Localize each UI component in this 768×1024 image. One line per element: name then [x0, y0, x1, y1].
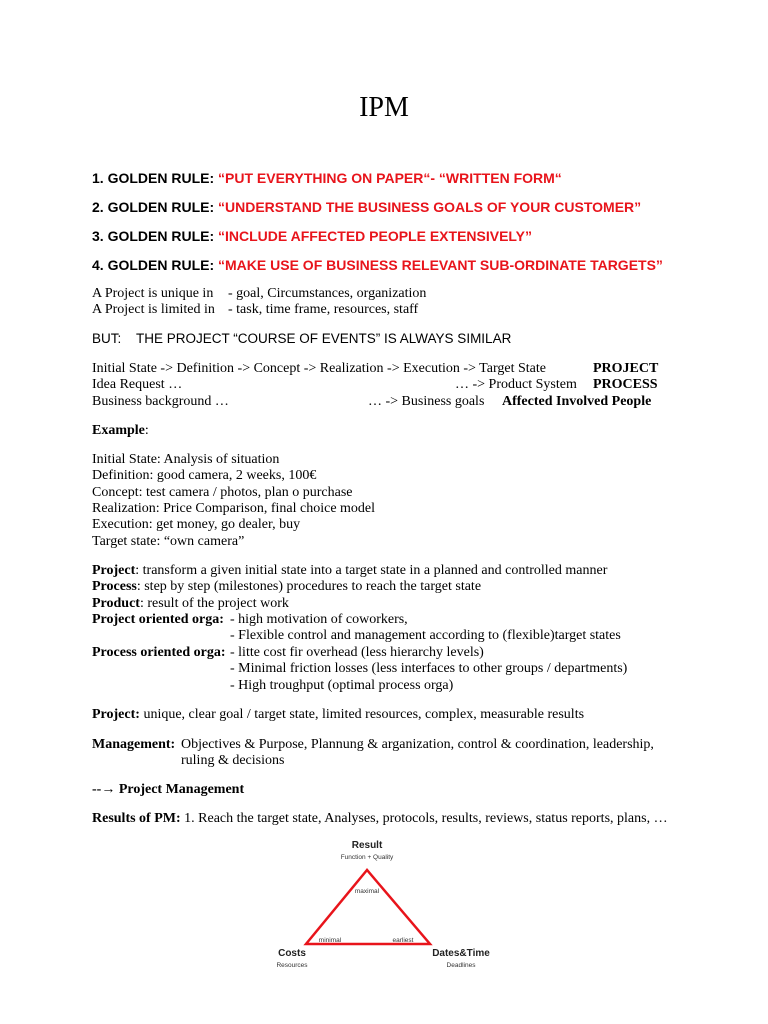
flow-label-people: Affected Involved People: [502, 394, 652, 409]
example-heading-colon: :: [144, 423, 149, 438]
results-of-pm-term: Results of PM:: [92, 811, 181, 826]
project-orga-line: - high motivation of coworkers,: [230, 612, 408, 627]
rule-text: “UNDERSTAND THE BUSINESS GOALS OF YOUR CUSTOMER”: [218, 199, 642, 215]
triangle-right-label: Dates&Time: [432, 948, 490, 959]
rule-prefix: 2. GOLDEN RULE:: [92, 199, 215, 215]
definition-text: : step by step (milestones) procedures to reach the target state: [136, 579, 482, 594]
rule-prefix: 1. GOLDEN RULE:: [92, 170, 215, 186]
triangle-right-sub: Deadlines: [446, 962, 476, 969]
process-orga-line: - Minimal friction losses (less interfaces to other groups / departments): [230, 661, 628, 676]
triangle-inner-top: maximal: [354, 888, 380, 895]
project-summary: [92, 707, 584, 723]
project-unique-value: - goal, Circumstances, organization: [228, 286, 427, 301]
example-line: Target state: “own camera”: [92, 534, 245, 549]
triangle-left-sub: Resources: [276, 962, 308, 969]
definition-text: : transform a given initial state into a target state in a planned and controlled manner: [135, 563, 608, 578]
process-orga-line: - High troughput (optimal process orga): [230, 678, 454, 693]
rule-prefix: 3. GOLDEN RULE:: [92, 228, 215, 244]
flow-line-3-end: … -> Business goals: [368, 394, 485, 409]
project-limited-label: A Project is limited in: [92, 302, 215, 317]
example-line: Concept: test camera / photos, plan o purchase: [92, 485, 353, 500]
results-of-pm: [92, 811, 668, 827]
golden-rule-1: [92, 170, 562, 186]
arrow-icon: --→: [92, 782, 116, 797]
definition-process-orga-term: Process oriented orga:: [92, 645, 226, 660]
definition-process: [92, 579, 481, 595]
triangle-top-sub: Function + Quality: [340, 854, 394, 861]
flow-line-1: Initial State -> Definition -> Concept -> Realization -> Execution -> Target State: [92, 361, 546, 376]
magic-triangle-diagram: [270, 836, 500, 972]
flow-line-2: Idea Request …: [92, 377, 183, 392]
example-heading: [92, 423, 149, 439]
page-title: IPM: [359, 92, 409, 123]
process-orga-line: - litte cost fir overhead (less hierarchy levels): [230, 645, 484, 660]
definition-text: : result of the project work: [139, 596, 289, 611]
triangle-left-label: Costs: [278, 948, 306, 959]
project-summary-text: unique, clear goal / target state, limited resources, complex, measurable results: [139, 707, 585, 722]
project-management-heading: [92, 782, 244, 798]
definition-product: [92, 596, 289, 612]
definition-term: Product: [92, 596, 140, 611]
flow-line-2-end: … -> Product System: [455, 377, 577, 392]
management-line-2: ruling & decisions: [181, 753, 285, 768]
triangle-inner-left: minimal: [318, 937, 342, 944]
definition-project: [92, 563, 607, 579]
flow-label-process: PROCESS: [593, 377, 658, 392]
project-summary-term: Project:: [92, 707, 140, 722]
project-orga-line: - Flexible control and management according to (flexible)target states: [230, 628, 621, 643]
definition-term: Project: [92, 563, 136, 578]
definition-term: Process: [92, 579, 137, 594]
but-line: BUT: THE PROJECT “COURSE OF EVENTS” IS ALWAYS SIMILAR: [92, 331, 512, 346]
example-line: Execution: get money, go dealer, buy: [92, 517, 301, 532]
project-unique-label: A Project is unique in: [92, 286, 214, 301]
triangle-inner-right: earliest: [392, 937, 414, 944]
rule-text: “MAKE USE OF BUSINESS RELEVANT SUB-ORDINATE TARGETS”: [218, 257, 663, 273]
project-limited-value: - task, time frame, resources, staff: [228, 302, 419, 317]
example-line: Definition: good camera, 2 weeks, 100€: [92, 468, 317, 483]
triangle-top-label: Result: [351, 840, 383, 851]
rule-text: “INCLUDE AFFECTED PEOPLE EXTENSIVELY”: [218, 228, 533, 244]
definition-project-orga-term: Project oriented orga:: [92, 612, 224, 627]
results-of-pm-text: 1. Reach the target state, Analyses, protocols, results, reviews, status reports, plans, …: [180, 811, 668, 826]
management-term: Management:: [92, 737, 176, 752]
golden-rule-3: [92, 228, 532, 244]
golden-rule-4: [92, 257, 663, 273]
triangle-shape: [306, 870, 430, 944]
example-line: Realization: Price Comparison, final choice model: [92, 501, 376, 516]
rule-prefix: 4. GOLDEN RULE:: [92, 257, 215, 273]
rule-text: “PUT EVERYTHING ON PAPER“- “WRITTEN FORM“: [218, 170, 562, 186]
project-management-label: Project Management: [115, 782, 245, 797]
example-line: Initial State: Analysis of situation: [92, 452, 280, 467]
management-line-1: Objectives & Purpose, Plannung & arganization, control & coordination, leadership,: [181, 737, 654, 752]
flow-label-project: PROJECT: [593, 361, 659, 376]
golden-rule-2: [92, 199, 641, 215]
flow-line-3: Business background …: [92, 394, 229, 409]
example-heading-text: Example: [92, 423, 145, 438]
